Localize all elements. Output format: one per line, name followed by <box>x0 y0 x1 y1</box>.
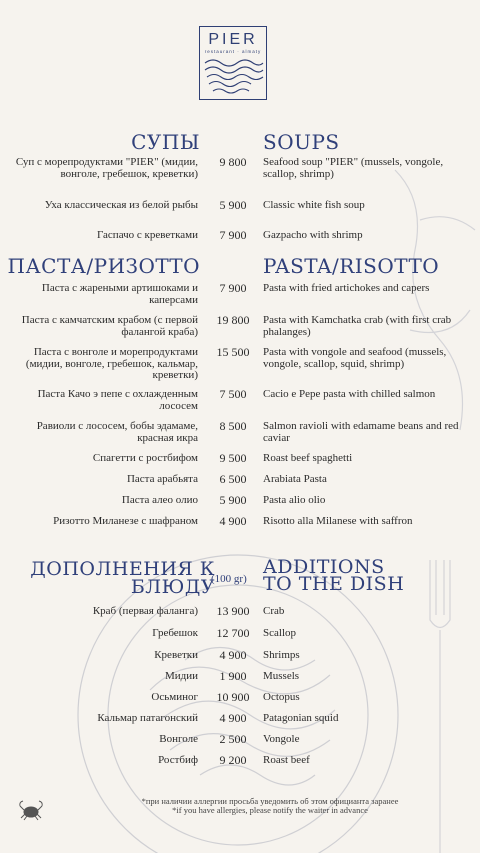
item-name-ru: Суп с морепродуктами "PIER" (мидии, вонголе, гребешок, креветки) <box>15 156 198 180</box>
item-name-en: Classic white fish soup <box>263 199 365 211</box>
item-name-en: Roast beef <box>263 754 310 766</box>
item-price: 7 900 <box>219 228 247 242</box>
item-name-ru: Креветки <box>154 649 198 661</box>
item-name-en: Salmon ravioli with edamame beans and red caviar <box>263 420 459 444</box>
item-name-ru: Спагетти с ростбифом <box>92 452 198 464</box>
item-price: 7 500 <box>219 387 247 401</box>
item-price: 15 500 <box>216 345 250 359</box>
soups-title-en: SOUPS <box>263 130 340 154</box>
item-name-en: Vongole <box>263 733 300 745</box>
item-price: 4 900 <box>219 514 247 528</box>
item-name-en: Octopus <box>263 691 300 703</box>
item-name-ru: Равиоли с лососем, бобы эдамаме, красная икра <box>36 420 198 444</box>
additions-title-ru-line2: БЛЮДУ <box>130 576 215 598</box>
item-name-en: Patagonian squid <box>263 712 339 724</box>
item-price: 9 800 <box>219 155 247 169</box>
logo-subtitle: restaurant · almaty <box>204 49 262 54</box>
item-price: 7 900 <box>219 281 247 295</box>
additions-unit: (100 gr) <box>211 573 247 585</box>
item-name-en: Pasta with fried artichokes and capers <box>263 282 430 294</box>
item-name-ru: Паста с камчатским крабом (с первой фалангой краба) <box>21 314 198 338</box>
item-price: 4 900 <box>219 711 247 725</box>
item-name-ru: Паста арабьята <box>126 473 198 485</box>
pasta-title-ru: ПАСТА/РИЗОТТО <box>7 254 200 278</box>
item-price: 2 500 <box>219 732 247 746</box>
item-name-ru: Вонголе <box>159 733 198 745</box>
item-price: 9 200 <box>219 753 247 767</box>
item-name-en: Pasta alio olio <box>263 494 326 506</box>
item-name-ru: Гаспачо с креветками <box>96 229 198 241</box>
item-name-ru: Уха классическая из белой рыбы <box>44 199 198 211</box>
item-name-ru: Паста с жареными артишоками и каперсами <box>41 282 198 306</box>
item-name-ru: Ростбиф <box>158 754 198 766</box>
allergy-note-ru: *при наличии аллергии просьба уведомить об этом официанта заранее <box>141 796 399 806</box>
item-name-ru: Ризотто Миланезе с шафраном <box>53 515 198 527</box>
pasta-title-en: PASTA/RISOTTO <box>263 254 440 278</box>
item-name-en: Pasta with vongole and seafood (mussels, vongole, scallop, squid, shrimp) <box>263 346 447 370</box>
item-price: 9 500 <box>219 451 247 465</box>
item-name-ru: Осьминог <box>151 691 198 703</box>
item-price: 13 900 <box>216 604 250 618</box>
item-name-en: Risotto alla Milanese with saffron <box>263 515 413 527</box>
item-name-ru: Мидии <box>164 670 198 682</box>
soups-title-ru: СУПЫ <box>131 130 200 154</box>
item-name-en: Roast beef spaghetti <box>263 452 353 464</box>
item-name-en: Gazpacho with shrimp <box>263 229 363 241</box>
item-name-ru: Гребешок <box>152 627 198 639</box>
allergy-note-en: *if you have allergies, please notify the waiter in advance <box>172 805 368 815</box>
restaurant-logo <box>199 26 267 100</box>
item-price: 19 800 <box>216 313 250 327</box>
item-name-en: Seafood soup "PIER" (mussels, vongole, scallop, shrimp) <box>263 156 444 180</box>
additions-title-en-line1: ADDITIONS <box>263 556 385 578</box>
item-price: 10 900 <box>216 690 250 704</box>
additions-title-ru-line1: ДОПОЛНЕНИЯ К <box>30 558 215 580</box>
item-name-en: Arabiata Pasta <box>263 473 327 485</box>
item-name-en: Cacio e Pepe pasta with chilled salmon <box>263 388 436 400</box>
item-price: 5 900 <box>219 493 247 507</box>
item-name-en: Crab <box>263 605 285 617</box>
item-name-ru: Кальмар патагонский <box>97 712 198 724</box>
crab-icon <box>18 799 44 821</box>
item-price: 8 500 <box>219 419 247 433</box>
item-name-en: Mussels <box>263 670 300 682</box>
additions-title-en-line2: TO THE DISH <box>263 573 405 595</box>
item-price: 12 700 <box>216 626 250 640</box>
waves-logo-icon <box>203 57 265 97</box>
logo-name: PIER <box>208 31 258 48</box>
item-name-ru: Краб (первая фаланга) <box>92 605 198 617</box>
item-name-ru: Паста Качо э пепе с охлажденным лососем <box>37 388 198 412</box>
item-name-ru: Паста алео олио <box>121 494 198 506</box>
item-name-en: Shrimps <box>263 649 300 661</box>
item-price: 4 900 <box>219 648 247 662</box>
item-name-en: Scallop <box>263 627 296 639</box>
item-price: 1 900 <box>219 669 247 683</box>
item-name-ru: Паста с вонголе и морепродуктами (мидии, вонголе, гребешок, кальмар, креветки) <box>25 346 198 381</box>
item-price: 6 500 <box>219 472 247 486</box>
item-name-en: Pasta with Kamchatka crab (with first crab phalanges) <box>263 314 452 338</box>
item-price: 5 900 <box>219 198 247 212</box>
